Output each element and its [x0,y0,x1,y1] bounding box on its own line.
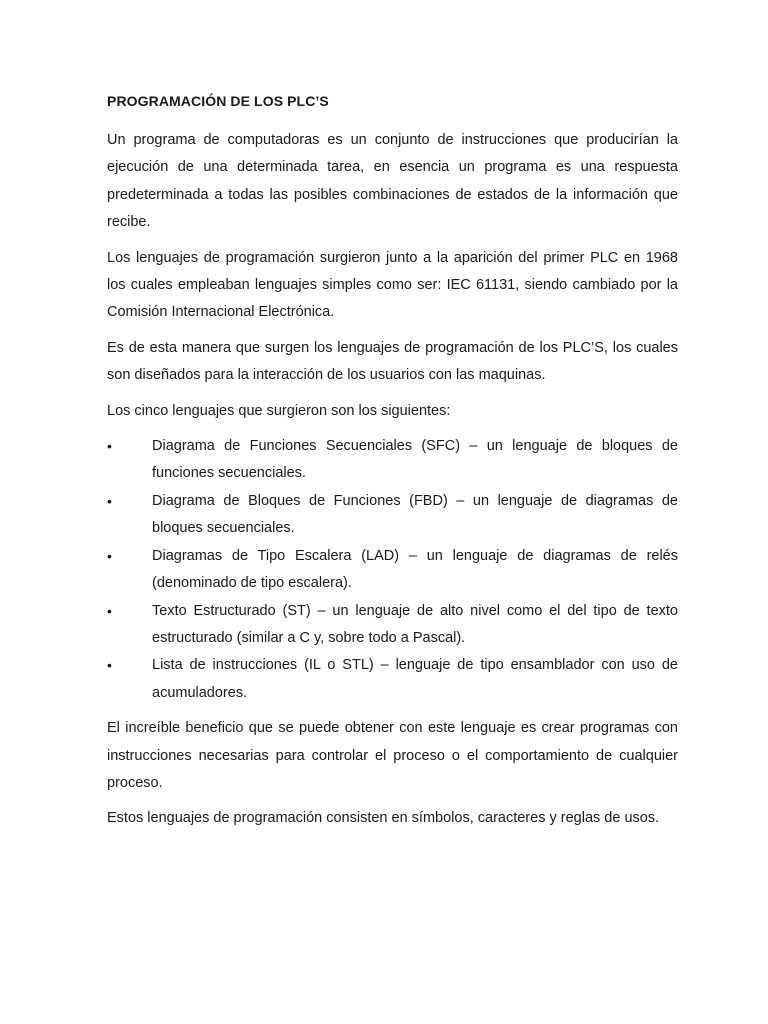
document-title: PROGRAMACIÓN DE LOS PLC’S [107,93,329,109]
paragraph-purpose: Es de esta manera que surgen los lenguajes de programación de los PLC’S, los cuales son diseñados para la interacción de los usuarios con las maquinas. [107,339,678,384]
list-item-text: Lista de instrucciones (IL o STL) – lenguaje de tipo ensamblador con uso de acumuladores. [152,657,678,701]
paragraph-list-intro: Los cinco lenguajes que surgieron son los siguientes: [107,402,451,419]
list-item [107,433,678,488]
bullet-icon: • [107,657,112,674]
paragraph-intro: Un programa de computadoras es un conjunto de instrucciones que producirían la ejecución de una determinada tarea, en esencia un programa es una respuesta predeterminada a todas las posibles combinaciones de estados de la información que recibe. [107,132,678,231]
bullet-icon: • [107,602,112,619]
bullet-icon: • [107,547,112,564]
list-item [107,543,678,598]
paragraph-history: Los lenguajes de programación surgieron junto a la aparición del primer PLC en 1968 los cuales empleaban lenguajes simples como ser: IEC 61131, siendo cambiado por la Comisión Internacional Electrónica. [107,249,678,321]
list-item-text: Diagrama de Funciones Secuenciales (SFC) – un lenguaje de bloques de funciones secuenciales. [152,438,678,482]
list-item-text: Diagrama de Bloques de Funciones (FBD) – un lenguaje de diagramas de bloques secuenciales. [152,492,678,537]
paragraph-benefit: El increíble beneficio que se puede obtener con este lenguaje es crear programas con instrucciones necesarias para controlar el proceso o el comportamiento de cualquier proceso. [107,720,678,791]
list-item-text: Texto Estructurado (ST) – un lenguaje de alto nivel como el del tipo de texto estructurado (similar a C y, sobre todo a Pascal). [152,602,678,646]
bullet-icon: • [107,492,112,509]
list-item [107,488,678,543]
paragraph-conclusion: Estos lenguajes de programación consisten en símbolos, caracteres y reglas de usos. [107,810,660,827]
bullet-icon: • [107,438,112,455]
languages-list [107,433,678,707]
list-item [107,598,678,653]
list-item-text: Diagramas de Tipo Escalera (LAD) – un lenguaje de diagramas de relés (denominado de tipo escalera). [152,547,678,592]
list-item [107,652,678,707]
